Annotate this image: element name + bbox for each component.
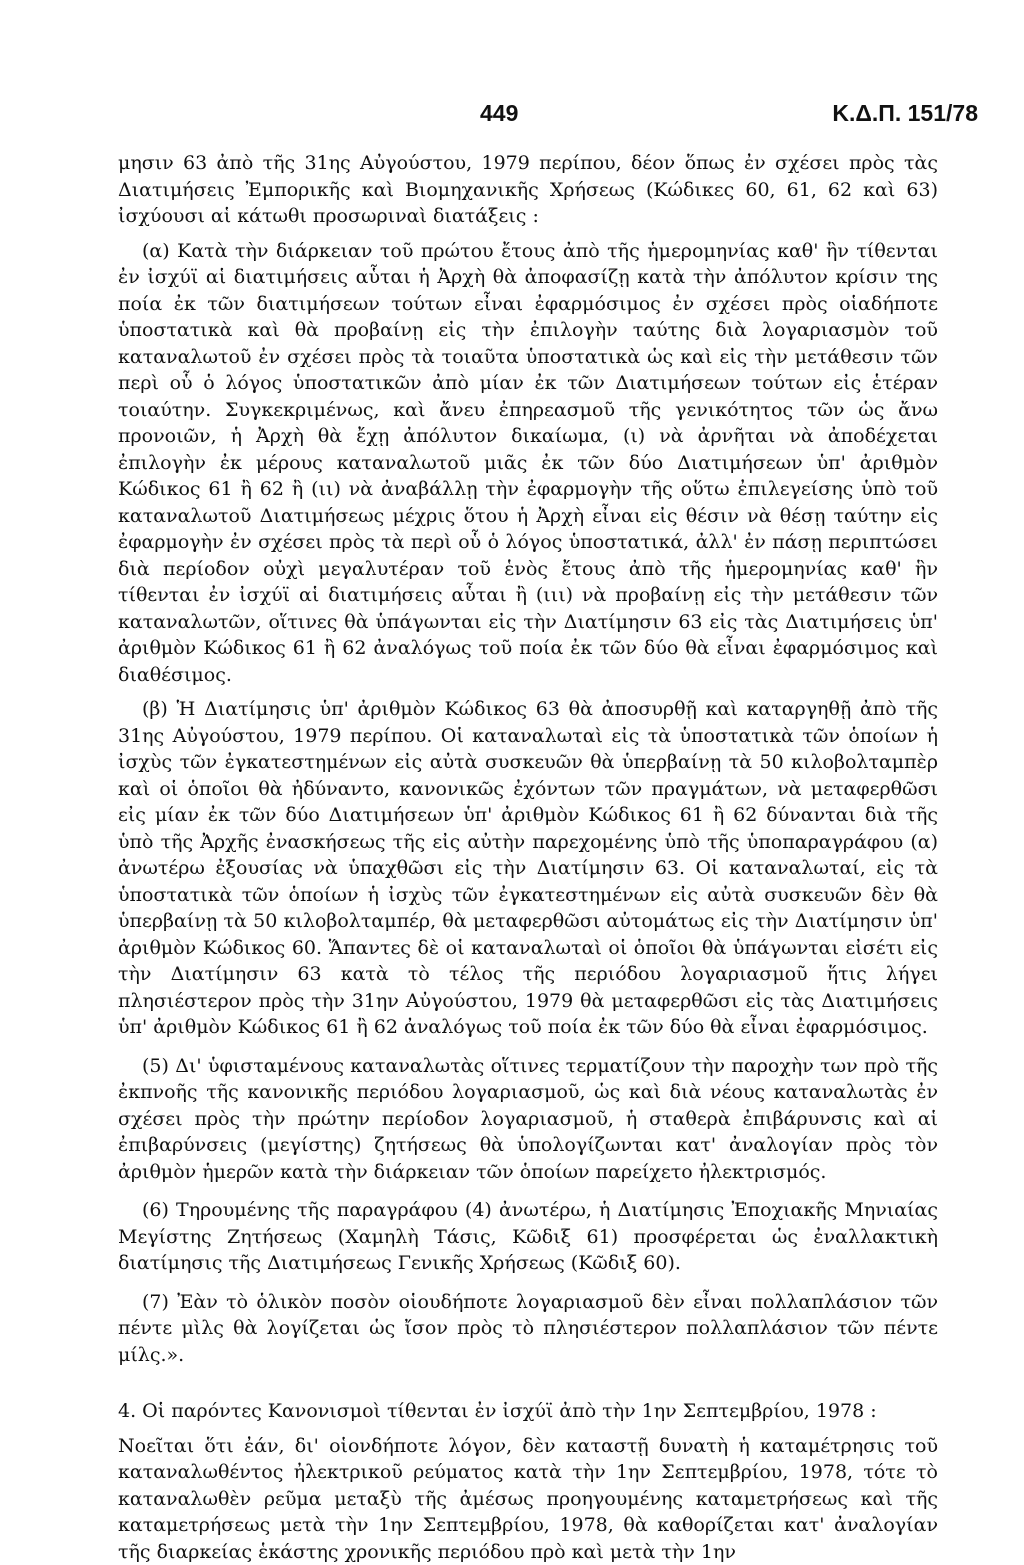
paragraph-a: (α) Κατὰ τὴν διάρκειαν τοῦ πρώτου ἔτους ἀπὸ τῆς ἡμερομηνίας καθ' ἣν τίθενται ἐν ἰσχύϊ αἱ διατιμήσεις αὗται ἡ Ἀρχὴ θὰ ἀποφασίζῃ κατὰ τὴν ἀπόλυτον κρίσιν της ποία ἐκ τῶν διατιμήσεων τούτων εἶναι ἐφαρμόσιμος ἐν σχέσει πρὸς οἱαδήποτε ὑποστατικὰ καὶ θὰ προβαίνῃ εἰς τὴν ἐπιλογὴν ταύτης διὰ λογαριασμὸν τοῦ καταναλωτοῦ ἐν σχέσει πρὸς τὰ τοιαῦτα ὑποστατικὰ ὡς καὶ εἰς τὴν μετάθεσιν τῶν περὶ οὗ ὁ λόγος ὑποστατικῶν ἀπὸ μίαν ἐκ τῶν Διατιμήσεων τούτων εἰς ἑτέραν τοιαύτην. Συγκεκριμένως, καὶ ἄνευ ἐπηρεασμοῦ τῆς γενικότητος τῶν ὡς ἄνω προνοιῶν, ἡ Ἀρχὴ θὰ ἔχῃ ἀπόλυτον δικαίωμα, (ι) νὰ ἀρνῆται νὰ ἀποδέχεται ἐπιλογὴν ἐκ μέρους καταναλωτοῦ μιᾶς ἐκ τῶν δύο Διατιμήσεων ὑπ' ἀριθμὸν Κώδικος 61 ἢ 62 ἢ (ιι) νὰ ἀναβάλλῃ τὴν ἐφαρμογὴν τῆς οὕτω ἐπιλεγείσης ὑπὸ τοῦ καταναλωτοῦ Διατιμήσεως μέχρις ὅτου ἡ Ἀρχὴ εἶναι εἰς θέσιν νὰ θέσῃ ταύτην εἰς ἐφαρμογὴν ἐν σχέσει πρὸς τὰ περὶ οὗ ὁ λόγος ὑποστατικά, ἀλλ' ἐν πάσῃ περιπτώσει διὰ περίοδον οὐχὶ μεγαλυτέραν τοῦ ἑνὸς ἔτους ἀπὸ τῆς ἡμερομηνίας καθ' ἣν τίθενται ἐν ἰσχύϊ αἱ διατιμήσεις αὗται ἢ (ιιι) νὰ προβαίνῃ εἰς τὴν μετάθεσιν τῶν καταναλωτῶν, οἵτινες θὰ ὑπάγωνται εἰς τὴν Διατίμησιν 63 εἰς τὰς Διατιμήσεις ὑπ' ἀριθμὸν Κώδικος 61 ἢ 62 ἀναλόγως τοῦ ποία ἐκ τῶν δύο θὰ εἶναι ἐφαρμόσιμος καὶ διαθέσιμος. (118, 238, 938, 689)
section-4-body: Νοεῖται ὅτι ἐάν, δι' οἱονδήποτε λόγον, δὲν καταστῇ δυνατὴ ἡ καταμέτρησις τοῦ καταναλωθέντος ἠλεκτρικοῦ ρεύματος κατὰ τὴν 1ην Σεπτεμβρίου, 1978, τότε τὸ καταναλωθὲν ρεῦμα μεταξὺ τῆς ἀμέσως προηγουμένης καταμετρήσεως καὶ τῆς καταμετρήσεως μετὰ τὴν 1ην Σεπτεμβρίου, 1978, θὰ καθορίζεται κατ' ἀναλογίαν τῆς διαρκείας ἑκάστης χρονικῆς περιόδου πρὸ καὶ μετὰ τὴν 1ην (118, 1433, 938, 1565)
body-text (118, 150, 938, 1565)
section-4-heading: 4. Οἱ παρόντες Κανονισμοὶ τίθενται ἐν ἰσχύϊ ἀπὸ τὴν 1ην Σεπτεμβρίου, 1978 : (118, 1398, 938, 1425)
document-reference: Κ.Δ.Π. 151/78 (832, 100, 978, 127)
paragraph-5: (5) Δι' ὑφισταμένους καταναλωτὰς οἵτινες τερματίζουν τὴν παροχὴν των πρὸ τῆς ἐκπνοῆς τῆς κανονικῆς περιόδου λογαριασμοῦ, ὡς καὶ διὰ νέους καταναλωτὰς ἐν σχέσει πρὸς τὴν πρώτην περίοδον λογαριασμοῦ, ἡ σταθερὰ ἐπιβάρυνσις καὶ αἱ ἐπιβαρύνσεις (μεγίστης) ζητήσεως θὰ ὑπολογίζωνται κατ' ἀναλογίαν πρὸς τὸν ἀριθμὸν ἡμερῶν κατὰ τὴν διάρκειαν τῶν ὁποίων παρείχετο ἠλεκτρισμός. (118, 1053, 938, 1186)
paragraph-7: (7) Ἐὰν τὸ ὁλικὸν ποσὸν οἱουδήποτε λογαριασμοῦ δὲν εἶναι πολλαπλάσιον τῶν πέντε μὶλς θὰ λογίζεται ὡς ἴσον πρὸς τὸ πλησιέστερον πολλαπλάσιον τῶν πέντε μίλς.». (118, 1289, 938, 1369)
paragraph-intro: μησιν 63 ἀπὸ τῆς 31ης Αὐγούστου, 1979 περίπου, δέον ὅπως ἐν σχέσει πρὸς τὰς Διατιμήσεις Ἐμπορικῆς καὶ Βιομηχανικῆς Χρήσεως (Κώδικες 60, 61, 62 καὶ 63) ἰσχύουσι αἱ κάτωθι προσωριναὶ διατάξεις : (118, 150, 938, 230)
paragraph-b: (β) Ἡ Διατίμησις ὑπ' ἀριθμὸν Κώδικος 63 θὰ ἀποσυρθῇ καὶ καταργηθῇ ἀπὸ τῆς 31ης Αὐγούστου, 1979 περίπου. Οἱ καταναλωταὶ εἰς τὰ ὑποστατικὰ τῶν ὁποίων ἡ ἰσχὺς τῶν ἐγκατεστημένων εἰς αὐτὰ συσκευῶν θὰ ὑπερβαίνῃ τὰ 50 κιλοβολταμπὲρ καὶ οἱ ὁποῖοι θὰ ἠδύναντο, κανονικῶς ἐχόντων τῶν πραγμάτων, νὰ μεταφερθῶσι εἰς μίαν ἐκ τῶν δύο Διατιμήσεων ὑπ' ἀριθμὸν Κώδικος 61 ἢ 62 δύνανται διὰ τῆς ὑπὸ τῆς Ἀρχῆς ἐνασκήσεως τῆς εἰς αὐτὴν παρεχομένης ὑπὸ τῆς ὑποπαραγράφου (α) ἀνωτέρω ἐξουσίας νὰ ὑπαχθῶσι εἰς τὴν Διατίμησιν 63. Οἱ καταναλωταί, εἰς τὰ ὑποστατικὰ τῶν ὁποίων ἡ ἰσχὺς τῶν ἐγκατεστημένων εἰς αὐτὰ συσκευῶν δὲν θὰ ὑπερβαίνῃ τὰ 50 κιλοβολταμπέρ, θὰ μεταφερθῶσι αὐτομάτως εἰς τὴν Διατίμησιν ὑπ' ἀριθμὸν Κώδικος 60. Ἅπαντες δὲ οἱ καταναλωταὶ οἱ ὁποῖοι θὰ ὑπάγωνται εἰσέτι εἰς τὴν Διατίμησιν 63 κατὰ τὸ τέλος τῆς περιόδου λογαριασμοῦ ἥτις λήγει πλησιέστερον πρὸς τὴν 31ην Αὐγούστου, 1979 θὰ μεταφερθῶσι εἰς τὰς Διατιμήσεις ὑπ' ἀριθμὸν Κώδικος 61 ἢ 62 ἀναλόγως τοῦ ποία ἐκ τῶν δύο θὰ εἶναι ἐφαρμόσιμος. (118, 696, 938, 1041)
page-number: 449 (480, 100, 518, 127)
paragraph-6: (6) Τηρουμένης τῆς παραγράφου (4) ἀνωτέρω, ἡ Διατίμησις Ἐποχιακῆς Μηνιαίας Μεγίστης Ζητήσεως (Χαμηλὴ Τάσις, Κῶδιξ 61) προσφέρεται ὡς ἐναλλακτικὴ διατίμησις τῆς Διατιμήσεως Γενικῆς Χρήσεως (Κῶδιξ 60). (118, 1197, 938, 1277)
page-header (0, 100, 1024, 136)
